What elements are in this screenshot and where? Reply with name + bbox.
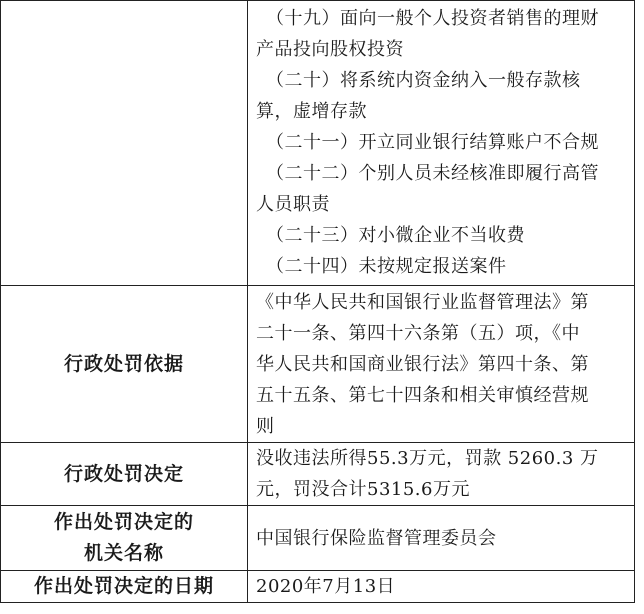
violation-line: 产品投向股权投资: [256, 39, 404, 60]
violation-line: （二十三）对小微企业不当收费: [266, 225, 525, 246]
basis-line: 华人民共和国商业银行法》第四十条、第: [256, 353, 589, 375]
authority-label-line: 机关名称: [83, 542, 164, 564]
authority-value: 中国银行保险监督管理委员会: [248, 506, 635, 571]
violation-line: （二十二）个别人员未经核准即履行高管: [266, 163, 599, 184]
date-value: 2020年7月13日: [248, 571, 635, 603]
violation-line: （二十四）未按规定报送案件: [266, 256, 507, 277]
violation-line: （十九）面向一般个人投资者销售的理财: [266, 8, 599, 29]
decision-content-cell: [248, 443, 635, 506]
violation-line: （二十）将系统内资金纳入一般存款核: [266, 70, 581, 91]
basis-line: 二十一条、第四十六条第（五）项，《中: [256, 322, 580, 344]
decision-line: 没收违法所得55.3万元，罚款 5260.3 万: [256, 448, 599, 469]
violation-line: 算，虚增存款: [256, 101, 367, 122]
violations-row: [1, 1, 635, 286]
violations-label-cell: [1, 1, 248, 286]
violation-line: 人员职责: [256, 194, 330, 215]
date-row: [1, 571, 635, 603]
authority-label-cell: [1, 506, 248, 571]
decision-line: 元，罚没合计5315.6万元: [256, 479, 470, 500]
basis-line: 五十五条、第七十四条和相关审慎经营规: [256, 384, 589, 406]
authority-row: [1, 506, 635, 571]
basis-label: 行政处罚依据: [1, 286, 248, 443]
decision-label: 行政处罚决定: [1, 443, 248, 506]
decision-row: [1, 443, 635, 506]
authority-label-line: 作出处罚决定的: [53, 511, 194, 533]
basis-line: 《中华人民共和国银行业监督管理法》第: [256, 291, 589, 313]
violation-line: （二十一）开立同业银行结算账户不合规: [266, 132, 599, 153]
basis-content-cell: [248, 286, 635, 443]
violations-content-cell: [248, 1, 635, 286]
date-label: 作出处罚决定的日期: [1, 571, 248, 603]
basis-row: [1, 286, 635, 443]
basis-line: 则: [256, 415, 275, 437]
